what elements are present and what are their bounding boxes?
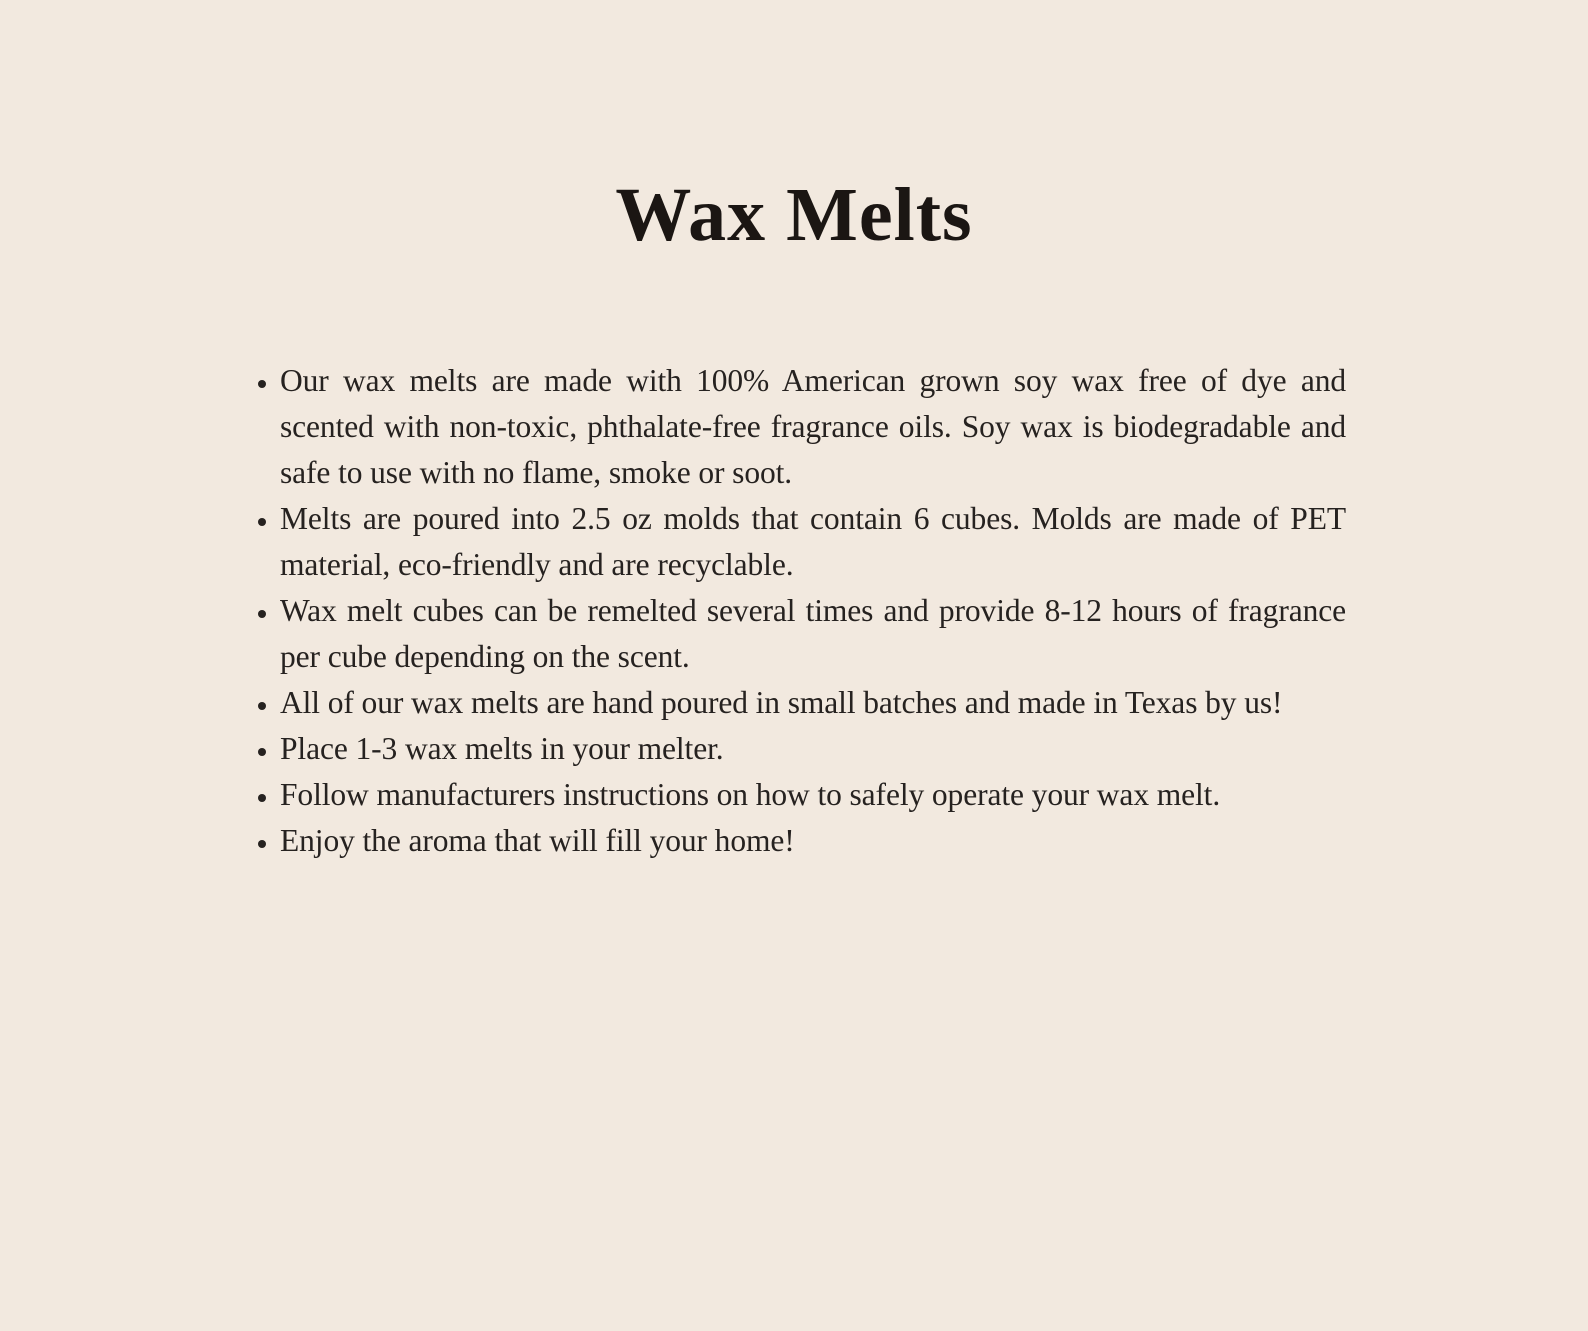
bullet-item-hand-poured: • All of our wax melts are hand poured in small batches and made in Texas by us! (280, 680, 1346, 726)
bullet-item-enjoy-aroma: • Enjoy the aroma that will fill your home! (280, 818, 1346, 864)
bullet-item-place-melts: • Place 1-3 wax melts in your melter. (280, 726, 1346, 772)
bullet-item-soy-wax: • Our wax melts are made with 100% American grown soy wax free of dye and scented with non-toxic, phthalate-free fragrance oils. Soy wax is biodegradable and safe to use with no flame, smoke or soot. (280, 358, 1346, 496)
bullet-item-molds: • Melts are poured into 2.5 oz molds that contain 6 cubes. Molds are made of PET material, eco-friendly and are recyclable. (280, 496, 1346, 588)
bullet-item-remelt-hours: • Wax melt cubes can be remelted several times and provide 8-12 hours of fragrance per cube depending on the scent. (280, 588, 1346, 680)
bullet-list (280, 358, 1346, 864)
bullet-item-follow-instructions: • Follow manufacturers instructions on how to safely operate your wax melt. (280, 772, 1346, 818)
page-title: Wax Melts (615, 173, 973, 257)
